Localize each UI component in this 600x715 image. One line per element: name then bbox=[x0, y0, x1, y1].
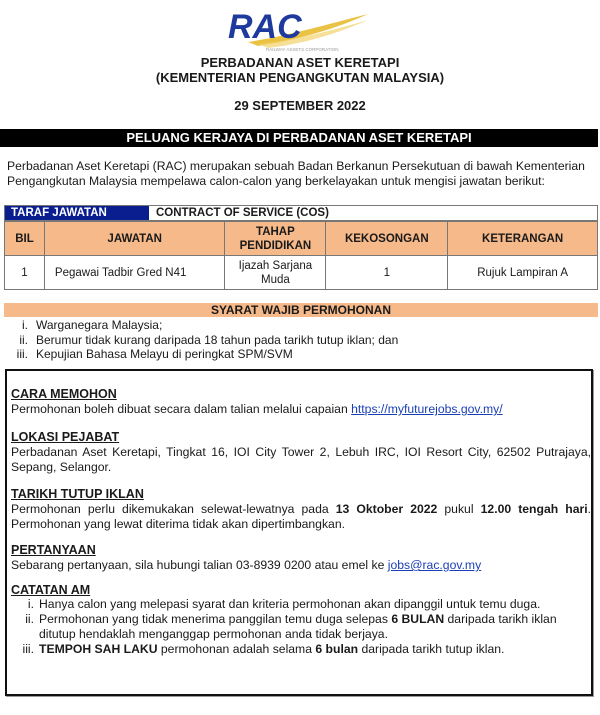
section-title: CATATAN AM bbox=[11, 583, 91, 597]
section-title: TARIKH TUTUP IKLAN bbox=[11, 487, 144, 501]
note-num: ii. bbox=[25, 612, 34, 626]
syarat-text: Berumur tidak kurang daripada 18 tahun pada tarikh tutup iklan; dan bbox=[36, 332, 399, 347]
col-header-pendidikan: TAHAP PENDIDIKAN bbox=[225, 222, 326, 256]
syarat-text: Kepujian Bahasa Melayu di peringkat SPM/SVM bbox=[36, 347, 293, 361]
catatan-item bbox=[11, 597, 591, 612]
rac-logo bbox=[218, 6, 378, 54]
logo-text: RAC bbox=[228, 8, 302, 46]
taraf-label: TARAF JAWATAN bbox=[5, 206, 149, 220]
catatan-list bbox=[11, 597, 591, 657]
col-header-kekosongan: KEKOSONGAN bbox=[326, 222, 448, 256]
org-name: PERBADANAN ASET KERETAPI bbox=[200, 55, 400, 70]
career-banner: PELUANG KERJAYA DI PERBADANAN ASET KERETAPI bbox=[0, 129, 598, 147]
taraf-value: CONTRACT OF SERVICE (COS) bbox=[156, 207, 329, 219]
taraf-jawatan-bar bbox=[4, 205, 598, 221]
table-header-row bbox=[5, 222, 598, 256]
note-bold: 6 bulan bbox=[315, 642, 359, 656]
section-tarikh-tutup bbox=[11, 487, 591, 532]
notice-date: 29 SEPTEMBER 2022 bbox=[234, 98, 366, 113]
table-row bbox=[5, 256, 598, 290]
ministry-name: (KEMENTERIAN PENGANGKUTAN MALAYSIA) bbox=[155, 70, 445, 85]
closing-date: 13 Oktober 2022 bbox=[335, 502, 438, 516]
tarikh-post: . Permohonan yang lewat diterima tidak akan dipertimbangkan. bbox=[11, 502, 592, 531]
section-lokasi-pejabat bbox=[11, 430, 591, 475]
lokasi-text: Perbadanan Aset Keretapi, Tingkat 16, IOI City Tower 2, Lebuh IRC, IOI Resort City, 62502 Putrajaya, Sepang, Selangor. bbox=[11, 445, 591, 474]
section-cara-memohon bbox=[11, 387, 591, 417]
note-bold: 6 BULAN bbox=[391, 612, 445, 626]
syarat-text: Warganegara Malaysia; bbox=[36, 318, 163, 332]
pertanyaan-text: Sebarang pertanyaan, sila hubungi talian 03-8939 0200 atau emel ke bbox=[11, 558, 385, 572]
col-header-keterangan: KETERANGAN bbox=[448, 222, 598, 256]
closing-time: 12.00 tengah hari bbox=[480, 502, 588, 516]
note-text: daripada tarikh iklan ditutup hendaklah menganggap permohonan anda tidak berjaya. bbox=[39, 612, 557, 641]
email-link[interactable]: jobs@rac.gov.my bbox=[387, 558, 482, 572]
note-text: daripada tarikh tutup iklan. bbox=[361, 642, 505, 656]
note-text: Permohonan yang tidak menerima panggilan temu duga selepas bbox=[39, 612, 388, 626]
syarat-item bbox=[0, 347, 600, 362]
note-num: i. bbox=[27, 597, 34, 611]
cell-kekosongan: 1 bbox=[326, 256, 448, 290]
col-header-bil: BIL bbox=[5, 222, 45, 256]
syarat-num: iii. bbox=[16, 347, 28, 361]
note-text: Hanya calon yang melepasi syarat dan kriteria permohonan akan dipanggil untuk temu duga. bbox=[39, 597, 541, 611]
section-title: LOKASI PEJABAT bbox=[11, 430, 120, 444]
logo-tagline: RAILWAY ASSETS CORPORATION bbox=[266, 47, 339, 52]
syarat-num: ii. bbox=[19, 332, 28, 347]
syarat-item bbox=[0, 318, 600, 333]
section-title: PERTANYAAN bbox=[11, 543, 96, 557]
section-title: CARA MEMOHON bbox=[11, 387, 117, 401]
note-bold: TEMPOH SAH LAKU bbox=[39, 642, 158, 656]
catatan-item bbox=[11, 642, 591, 657]
syarat-list bbox=[0, 318, 600, 362]
tarikh-pre: Permohonan perlu dikemukakan selewat-lewatnya pada bbox=[11, 502, 329, 516]
syarat-item bbox=[0, 333, 600, 348]
cell-jawatan: Pegawai Tadbir Gred N41 bbox=[44, 256, 225, 290]
myfuturejobs-link[interactable]: https://myfuturejobs.gov.my/ bbox=[351, 402, 503, 416]
tarikh-mid: pukul bbox=[444, 502, 474, 516]
cara-text: Permohonan boleh dibuat secara dalam talian melalui capaian bbox=[11, 402, 348, 416]
cell-keterangan: Rujuk Lampiran A bbox=[448, 256, 598, 290]
cell-pendidikan: Ijazah Sarjana Muda bbox=[225, 256, 326, 290]
section-catatan-am bbox=[11, 583, 591, 598]
catatan-item bbox=[11, 612, 591, 642]
cell-bil: 1 bbox=[5, 256, 45, 290]
syarat-num: i. bbox=[22, 318, 28, 332]
intro-paragraph: Perbadanan Aset Keretapi (RAC) merupakan sebuah Badan Berkanun Persekutuan di bawah Kementerian Pengangkutan Malaysia mempelawa calon-calon yang berkelayakan untuk mengisi jawatan berikut: bbox=[7, 159, 585, 188]
note-text: permohonan adalah selama bbox=[160, 642, 312, 656]
note-num: iii. bbox=[22, 642, 34, 656]
syarat-title: SYARAT WAJIB PERMOHONAN bbox=[4, 303, 598, 317]
col-header-jawatan: JAWATAN bbox=[44, 222, 225, 256]
section-pertanyaan bbox=[11, 543, 591, 573]
